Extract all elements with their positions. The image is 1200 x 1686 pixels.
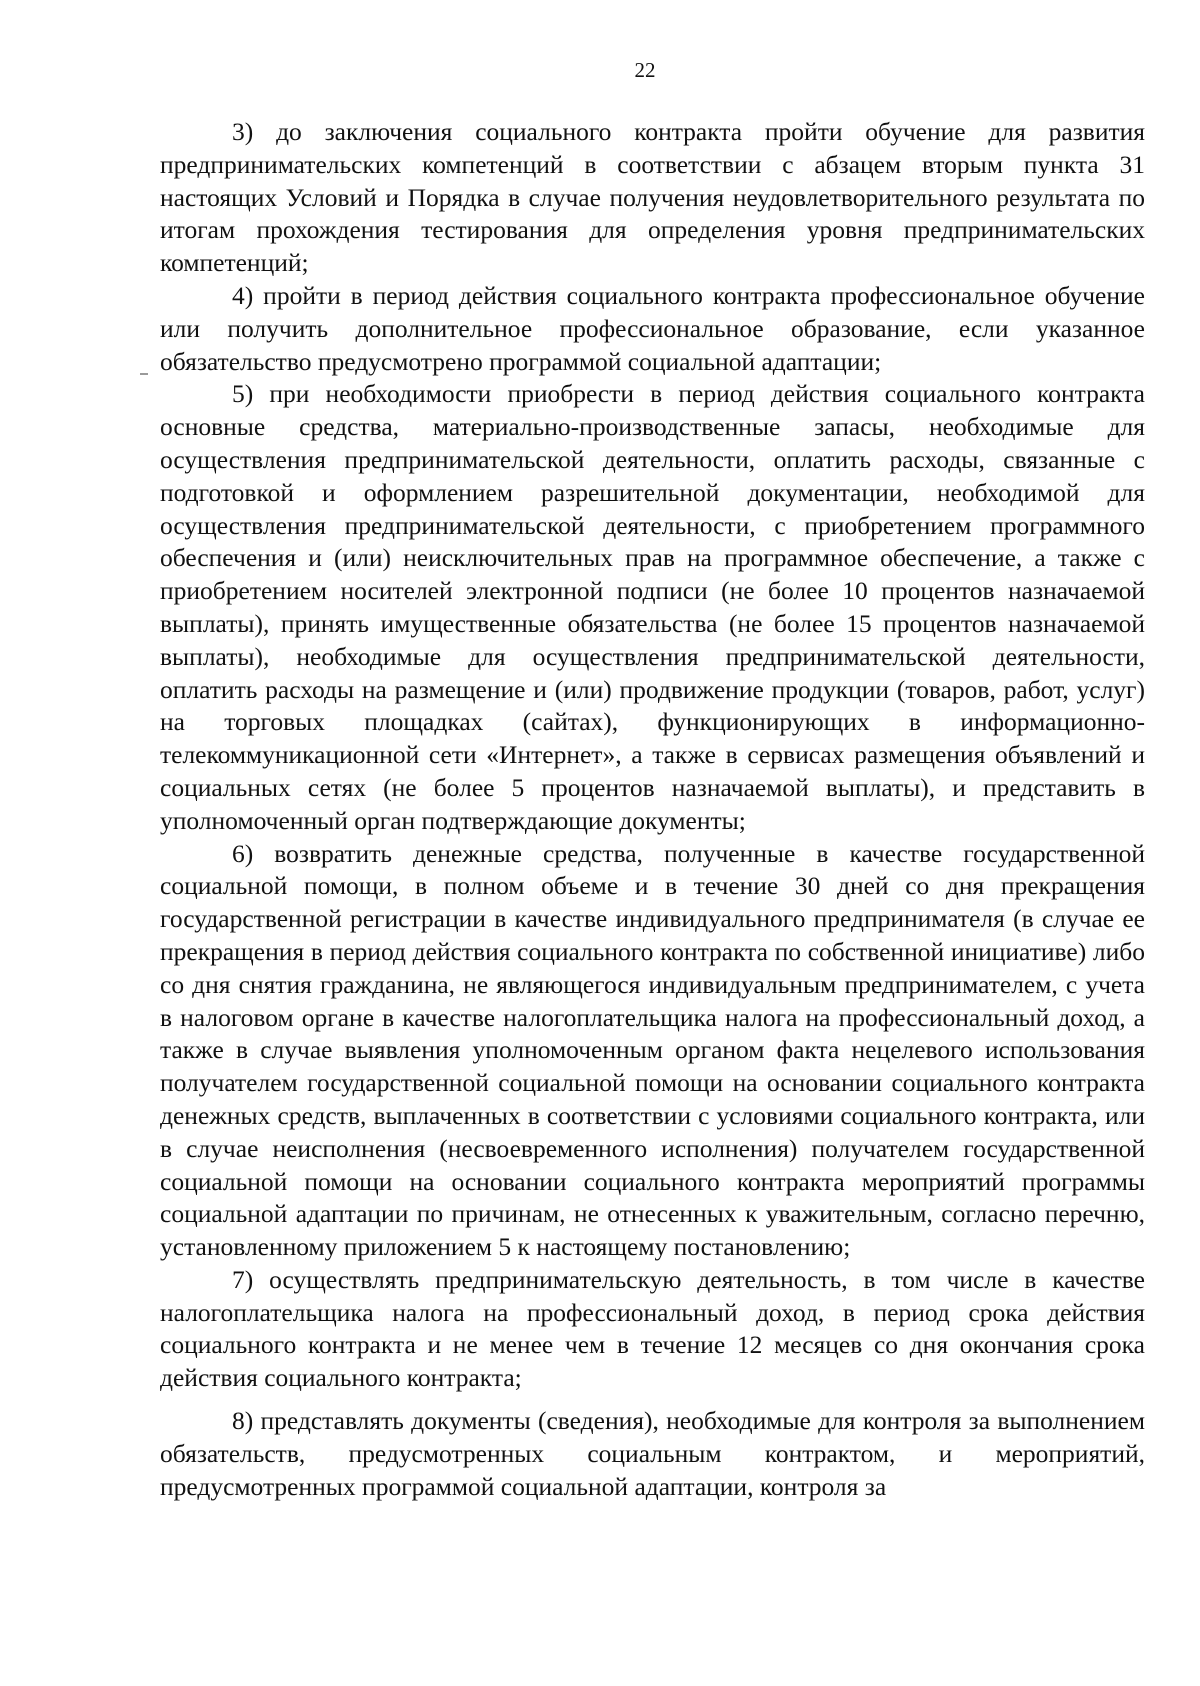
paragraph-item-7: 7) осуществлять предпринимательскую деятельность, в том числе в качестве налогоплательщика налога на профессиональный доход, в период срока действия социального контракта и не менее чем в течение 12 месяцев со дня окончания срока действия социального контракта; [160,1264,1145,1393]
paragraph-item-5: 5) при необходимости приобрести в период действия социального контракта основные средства, материально-производственные запасы, необходимые для осуществления предпринимательской деятельности, оплатить расходы, связанные с подготовкой и оформлением разрешительной документации, необходимой для осуществления предпринимательской деятельности, с приобретением программного обеспечения и (или) неисключительных прав на программное обеспечение, а также с приобретением носителей электронной подписи (не более 10 процентов назначаемой выплаты), принять имущественные обязательства (не более 15 процентов назначаемой выплаты), необходимые для осуществления предпринимательской деятельности, оплатить расходы на размещение и (или) продвижение продукции (товаров, работ, услуг) на торговых площадках (сайтах), функционирующих в информационно-телекоммуникационной сети «Интернет», а также в сервисах размещения объявлений и социальных сетях (не более 5 процентов назначаемой выплаты), и представить в уполномоченный орган подтверждающие документы; [160,379,1145,835]
paragraph-item-4: 4) пройти в период действия социального контракта профессиональное обучение или получить дополнительное профессиональное образование, если указанное обязательство предусмотрено программой социальной адаптации; [160,280,1145,376]
paragraph-item-8: 8) представлять документы (сведения), необходимые для контроля за выполнением обязательств, предусмотренных социальным контрактом, и мероприятий, предусмотренных программой социальной адаптации, контроля за [160,1406,1145,1501]
scan-artifact-mark [140,373,148,375]
document-body [160,116,1145,1503]
page-number: 22 [634,58,656,82]
paragraph-item-6: 6) возвратить денежные средства, полученные в качестве государственной социальной помощи, в полном объеме и в течение 30 дней со дня прекращения государственной регистрации в качестве индивидуального предпринимателя (в случае ее прекращения в период действия социального контракта по собственной инициативе) либо со дня снятия гражданина, не являющегося индивидуальным предпринимателем, с учета в налоговом органе в качестве налогоплательщика налога на профессиональный доход, а также в случае выявления уполномоченным органом факта нецелевого использования получателем государственной социальной помощи на основании социального контракта денежных средств, выплаченных в соответствии с условиями социального контракта, или в случае неисполнения (несвоевременного исполнения) получателем государственной социальной помощи на основании социального контракта мероприятий программы социальной адаптации по причинам, не отнесенных к уважительным, согласно перечню, установленному приложением 5 к настоящему постановлению; [160,838,1145,1262]
paragraph-item-3: 3) до заключения социального контракта пройти обучение для развития предпринимательских компетенций в соответствии с абзацем вторым пункта 31 настоящих Условий и Порядка в случае получения неудовлетворительного результата по итогам прохождения тестирования для определения уровня предпринимательских компетенций; [160,117,1145,278]
